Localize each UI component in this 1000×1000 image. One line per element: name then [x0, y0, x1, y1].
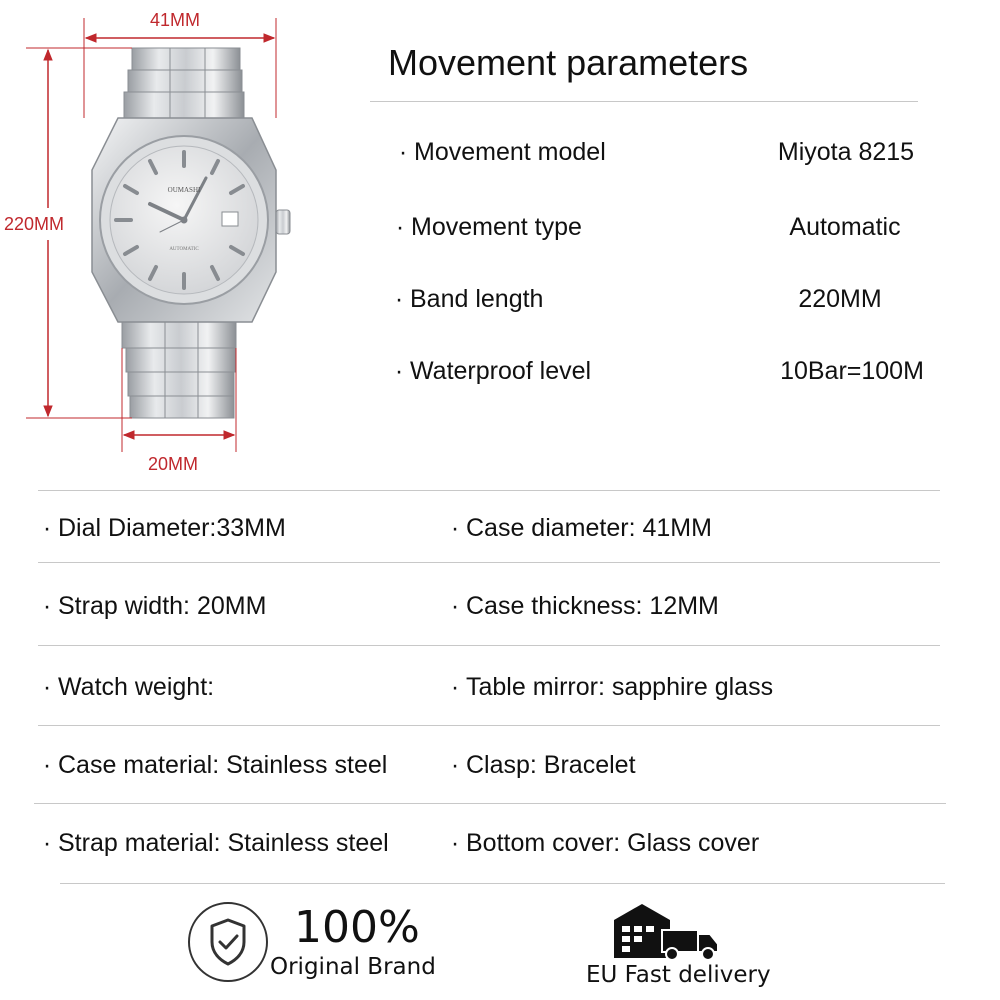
- original-brand-badge: [186, 898, 446, 998]
- date-window: [222, 212, 238, 226]
- spec-rule: [60, 883, 945, 884]
- spec-right-text: Clasp: Bracelet: [466, 751, 636, 779]
- lower-bracelet: [122, 318, 236, 418]
- watch-illustration: [0, 0, 330, 480]
- dial-brand: OUMASHI: [167, 186, 201, 194]
- spec-left-text: Watch weight:: [58, 673, 215, 701]
- shield-check-icon: [186, 900, 270, 984]
- spec-left: [36, 673, 214, 702]
- movement-row: [389, 213, 582, 242]
- movement-label: Band length: [410, 285, 544, 313]
- movement-title-rule: [370, 101, 918, 102]
- spec-right-text: Bottom cover: Glass cover: [466, 829, 760, 857]
- spec-left: [36, 751, 387, 780]
- warehouse-truck-icon: [612, 900, 722, 962]
- spec-left-text: Case material: Stainless steel: [58, 751, 388, 779]
- bullet: ·: [394, 357, 404, 385]
- spec-right-text: Table mirror: sapphire glass: [466, 673, 774, 701]
- eu-delivery-text: EU Fast delivery: [586, 962, 771, 988]
- spec-left-text: Strap width: 20MM: [58, 592, 267, 620]
- movement-row: [392, 138, 606, 167]
- movement-label: Movement type: [411, 213, 582, 241]
- spec-right-text: Case diameter: 41MM: [466, 514, 712, 542]
- spec-left-text: Dial Diameter:33MM: [58, 514, 286, 542]
- movement-title: Movement parameters: [388, 42, 749, 83]
- spec-right: [444, 829, 759, 858]
- spec-left: [36, 514, 286, 543]
- bullet: ·: [42, 751, 52, 779]
- bullet: ·: [450, 514, 460, 542]
- movement-value: 10Bar=100M: [780, 357, 924, 385]
- bullet: ·: [450, 829, 460, 857]
- spec-right-text: Case thickness: 12MM: [466, 592, 719, 620]
- bullet: ·: [450, 751, 460, 779]
- bullet: ·: [42, 592, 52, 620]
- original-brand-text: Original Brand: [270, 954, 436, 980]
- spec-left: [36, 592, 266, 621]
- spec-rule: [34, 803, 946, 804]
- bullet: ·: [450, 592, 460, 620]
- case-width-label: 41MM: [150, 10, 201, 30]
- bullet: ·: [394, 285, 404, 313]
- movement-row: [388, 357, 591, 386]
- spec-left-text: Strap material: Stainless steel: [58, 829, 389, 857]
- bullet: ·: [450, 673, 460, 701]
- movement-label: Waterproof level: [410, 357, 592, 385]
- watch-drawing: [0, 0, 330, 480]
- spec-right: [444, 751, 636, 780]
- bullet: ·: [395, 213, 405, 241]
- band-length-label: 220MM: [4, 214, 65, 234]
- original-brand-percent: 100%: [294, 902, 420, 953]
- movement-value: Miyota 8215: [777, 138, 915, 166]
- bullet: ·: [42, 673, 52, 701]
- bullet: ·: [398, 138, 408, 166]
- bullet: ·: [42, 829, 52, 857]
- eu-delivery-badge: [582, 900, 782, 996]
- strap-width-label: 20MM: [148, 454, 199, 474]
- spec-rule: [38, 725, 940, 726]
- movement-value: 220MM: [798, 285, 882, 313]
- movement-label: Movement model: [414, 138, 606, 166]
- dial-text: AUTOMATIC: [169, 247, 199, 252]
- spec-rule: [38, 562, 940, 563]
- movement-row: [388, 285, 543, 314]
- movement-value: Automatic: [789, 213, 901, 241]
- upper-bracelet: [124, 48, 244, 122]
- spec-rule: [38, 645, 940, 646]
- spec-left: [36, 829, 389, 858]
- spec-rule: [38, 490, 940, 491]
- spec-right: [444, 673, 773, 702]
- spec-right: [444, 514, 712, 543]
- spec-right: [444, 592, 719, 621]
- bullet: ·: [42, 514, 52, 542]
